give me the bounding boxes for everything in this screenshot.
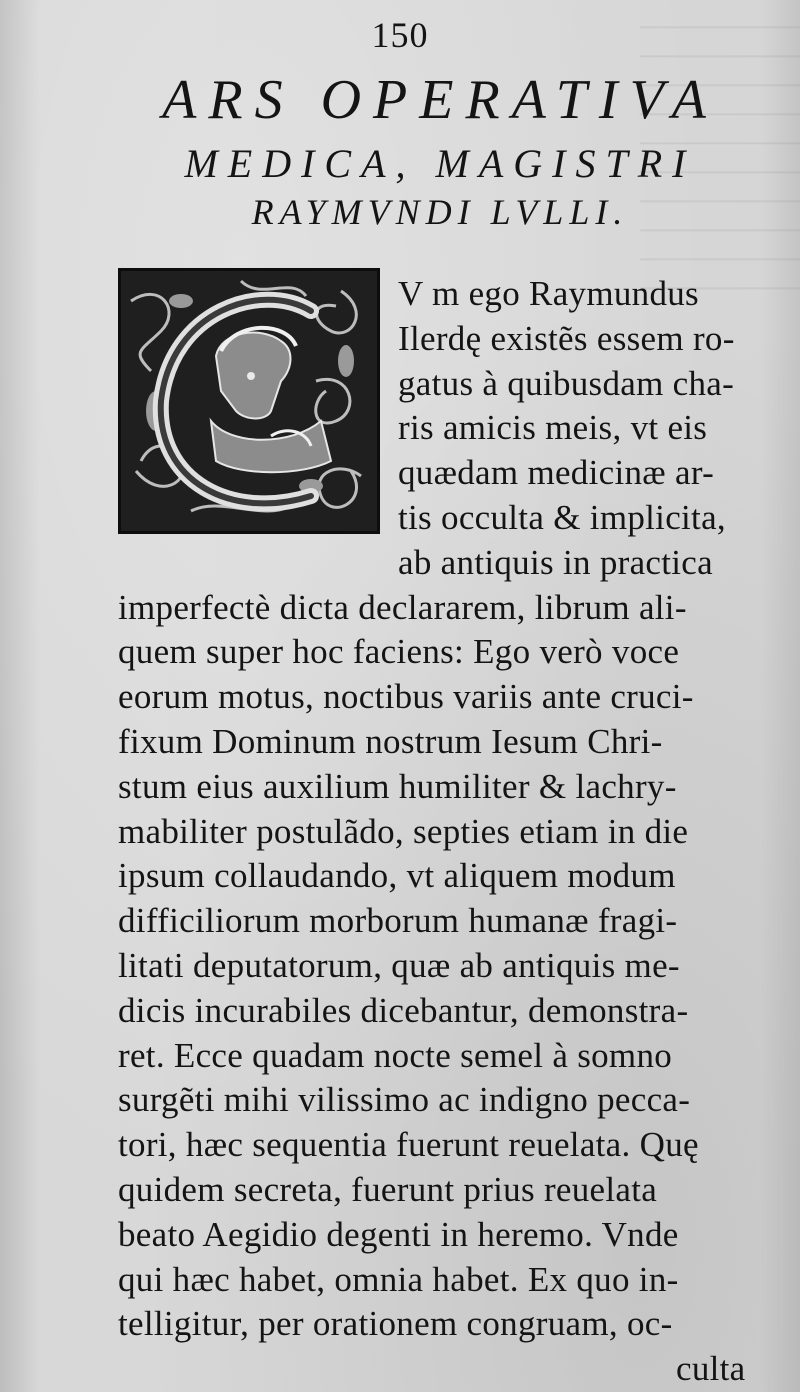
title-line-2: MEDICA, MAGISTRI	[184, 141, 696, 186]
text-line: ipsum collaudando, vt aliquem modum	[118, 856, 676, 896]
text-line: mabiliter postulãdo, septies etiam in die	[118, 811, 689, 851]
text-line: quem super hoc faciens: Ego verò voce	[118, 632, 680, 672]
decorated-initial	[118, 268, 380, 534]
text-line: beato Aegidio degenti in heremo. Vnde	[118, 1214, 679, 1254]
text-line: tori, hæc sequentia fuerunt reuelata. Quę	[118, 1125, 699, 1165]
text-line: litati deputatorum, quæ ab antiquis me-	[118, 946, 680, 985]
text-line: eorum motus, noctibus variis ante cruci-	[118, 677, 694, 717]
text-line: qui hæc habet, omnia habet. Ex quo in-	[118, 1259, 679, 1299]
woodcut-ornament-icon	[121, 271, 377, 531]
title-line-1: ARS OPERATIVA	[162, 69, 718, 131]
text-line: culta	[676, 1349, 746, 1389]
text-line: quædam medicinæ ar-	[398, 453, 715, 493]
text-line: stum eius auxilium humiliter & lachry-	[118, 766, 677, 806]
page-number: 150	[371, 15, 429, 55]
text-line: surgẽti mihi vilissimo ac indigno pecca-	[118, 1080, 691, 1120]
text-line: ris amicis meis, vt eis	[398, 408, 708, 448]
text-line: telligitur, per orationem congruam, oc-	[118, 1304, 673, 1344]
title-line-3: RAYMVNDI LVLLI.	[251, 192, 629, 232]
text-line: ret. Ecce quadam nocte semel à somno	[118, 1035, 673, 1075]
text-line: Ilerdę existẽs essem ro-	[398, 318, 735, 358]
text-line: dicis incurabiles dicebantur, demonstra-	[118, 990, 689, 1030]
text-line: quidem secreta, fuerunt prius reuelata	[118, 1170, 658, 1209]
text-line: difficiliorum morborum humanæ fragi-	[118, 901, 678, 941]
text-line: gatus à quibusdam cha-	[398, 363, 735, 403]
text-line: ab antiquis in practica	[398, 542, 713, 582]
text-line: V m ego Raymundus	[398, 274, 699, 313]
text-line: tis occulta & implicita,	[398, 498, 726, 537]
text-line: imperfectè dicta declararem, librum ali-	[118, 587, 687, 627]
text-line: fixum Dominum nostrum Iesum Chri-	[118, 722, 663, 761]
